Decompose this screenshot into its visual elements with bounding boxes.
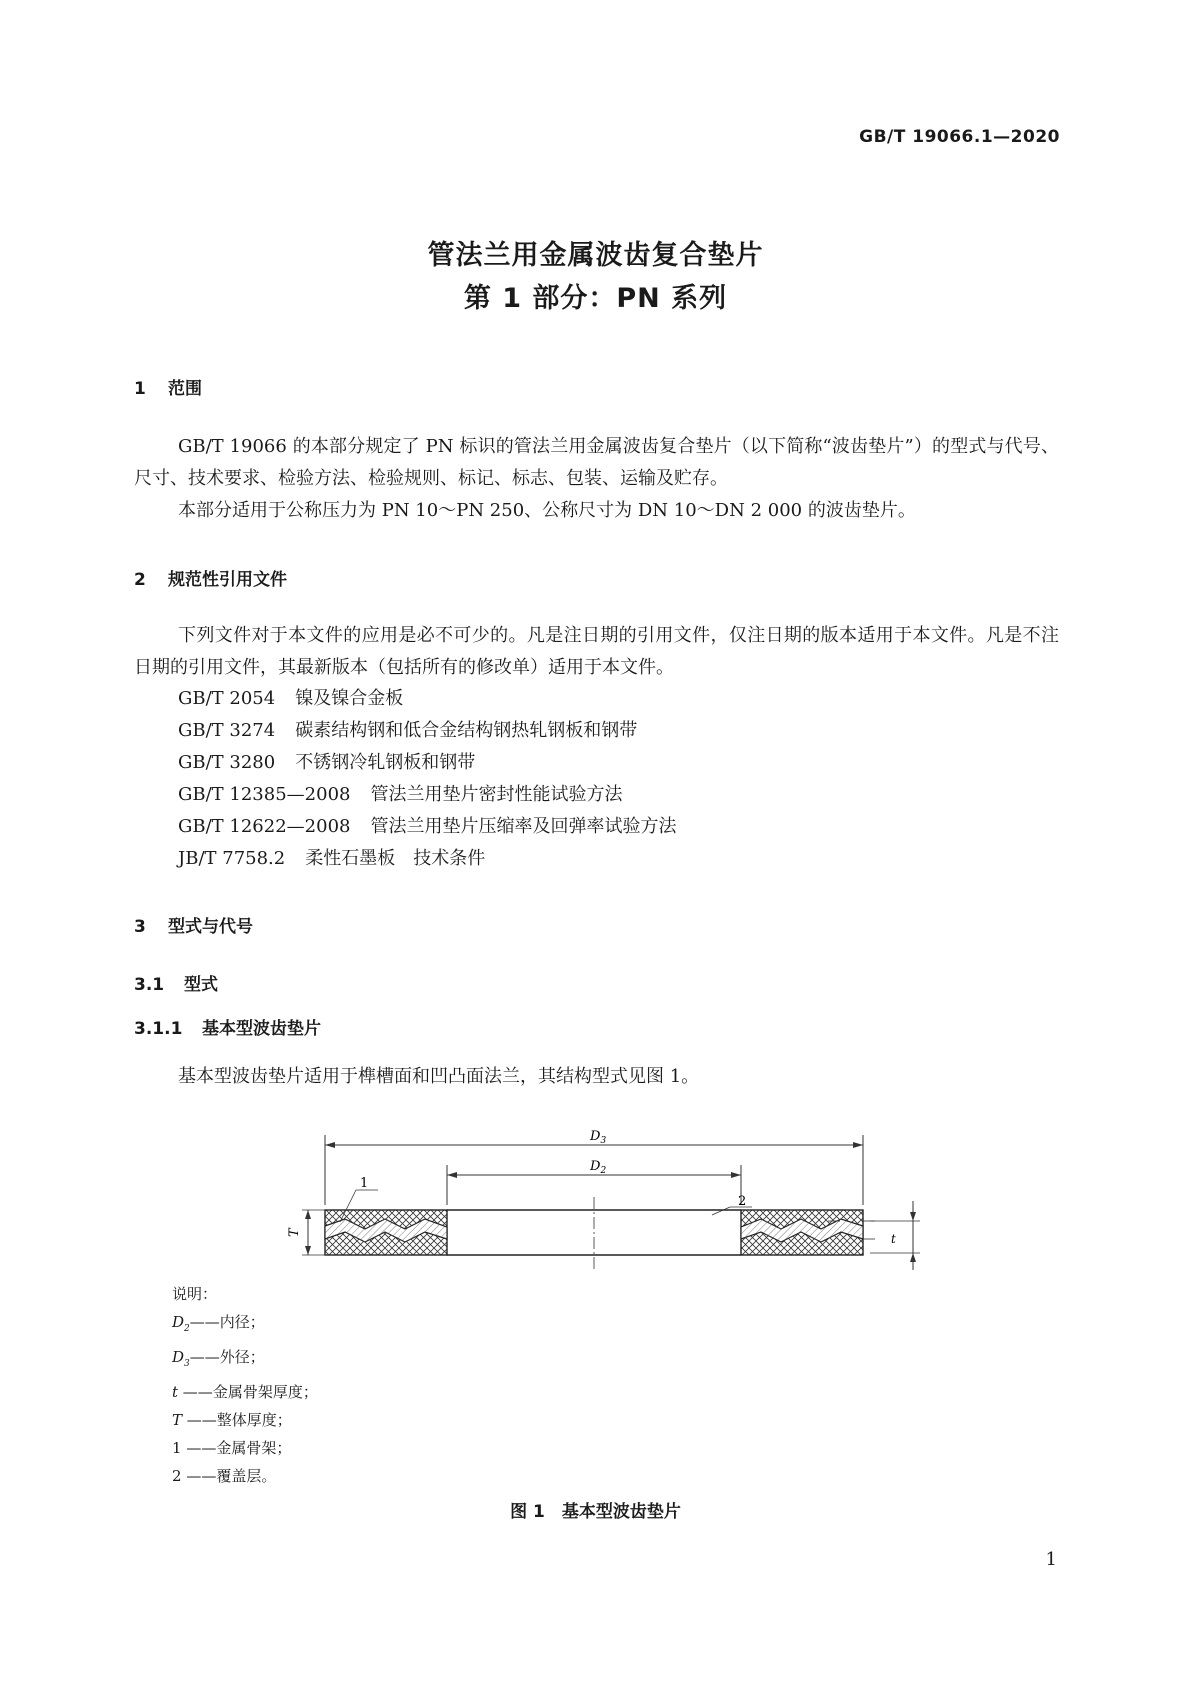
arrow-head xyxy=(325,1142,335,1148)
callout-1: 1 xyxy=(360,1176,369,1191)
section-title: 范围 xyxy=(168,379,202,399)
reference-item xyxy=(178,843,676,875)
section-number: 3.1 xyxy=(134,975,165,995)
legend-desc: 覆盖层。 xyxy=(216,1467,277,1485)
section-number: 3.1.1 xyxy=(134,1019,183,1039)
d3-label: $D_3$ xyxy=(590,1129,607,1146)
legend-key: D xyxy=(172,1313,185,1331)
section-number: 2 xyxy=(134,570,146,590)
figure-caption: 图 1 基本型波齿垫片 xyxy=(510,1502,681,1522)
section-title: 基本型波齿垫片 xyxy=(202,1019,321,1039)
page-number: 1 xyxy=(1045,1549,1057,1570)
reference-title: 碳素结构钢和低合金结构钢热轧钢板和钢带 xyxy=(295,720,638,741)
legend-key-sub: 3 xyxy=(184,1359,190,1369)
reference-code: GB/T 12622—2008 xyxy=(178,816,351,837)
reference-title: 镍及镍合金板 xyxy=(295,688,404,709)
standard-code: GB/T 19066.1—2020 xyxy=(859,127,1060,147)
legend-dash: —— xyxy=(189,1313,220,1331)
t-lower-label: t xyxy=(891,1232,896,1246)
legend-key: t xyxy=(172,1383,179,1401)
reference-title: 不锈钢冷轧钢板和钢带 xyxy=(295,752,476,773)
section-number: 1 xyxy=(134,379,146,399)
legend-desc: 内径； xyxy=(219,1313,265,1331)
legend-title: 说明： xyxy=(172,1285,218,1303)
reference-title: 柔性石墨板 技术条件 xyxy=(305,848,486,869)
arrow-head xyxy=(910,1212,916,1221)
legend-row xyxy=(172,1378,318,1406)
reference-code: GB/T 2054 xyxy=(178,688,276,709)
arrow-head xyxy=(305,1246,311,1255)
legend-row xyxy=(172,1343,318,1378)
arrow-head xyxy=(305,1210,311,1219)
t-upper-label: T xyxy=(287,1228,302,1237)
legend-key: T xyxy=(172,1411,183,1429)
reference-code: GB/T 3280 xyxy=(178,752,276,773)
legend-desc: 金属骨架； xyxy=(216,1439,292,1457)
section-title: 型式与代号 xyxy=(168,917,253,937)
reference-item xyxy=(178,779,676,811)
reference-item xyxy=(178,747,676,779)
reference-item xyxy=(178,811,676,843)
reference-code: JB/T 7758.2 xyxy=(178,848,286,869)
reference-code: GB/T 12385—2008 xyxy=(178,784,351,805)
legend-dash: —— xyxy=(181,1467,217,1485)
reference-list xyxy=(178,683,676,875)
legend-desc: 外径； xyxy=(219,1348,265,1366)
references-intro: 下列文件对于本文件的应用是必不可少的。凡是注日期的引用文件，仅注日期的版本适用于本文件。凡是不注日期的引用文件，其最新版本（包括所有的修改单）适用于本文件。 xyxy=(134,625,1059,678)
section-number: 3 xyxy=(134,917,146,937)
legend-key: 1 xyxy=(172,1439,182,1457)
legend-row xyxy=(172,1462,318,1490)
legend-dash: —— xyxy=(178,1383,213,1401)
legend-row xyxy=(172,1406,318,1434)
section-2-heading xyxy=(134,565,287,590)
document-title: 管法兰用金属波齿复合垫片 xyxy=(427,240,764,271)
reference-item xyxy=(178,715,676,747)
scope-paragraph-2: 本部分适用于公称压力为 PN 10～PN 250、公称尺寸为 DN 10～DN 2 000 的波齿垫片。 xyxy=(178,500,916,521)
section-1-heading xyxy=(134,374,202,399)
reference-item xyxy=(178,683,676,715)
legend-desc: 金属骨架厚度； xyxy=(212,1383,318,1401)
legend-dash: —— xyxy=(181,1439,217,1457)
section-3-heading xyxy=(134,912,253,937)
legend-desc: 整体厚度； xyxy=(216,1411,292,1429)
section-3-1-heading xyxy=(134,970,218,995)
d2-label: $D_2$ xyxy=(590,1159,607,1176)
legend-dash: —— xyxy=(189,1348,220,1366)
reference-title: 管法兰用垫片密封性能试验方法 xyxy=(370,784,623,805)
callout-2: 2 xyxy=(738,1194,747,1209)
scope-paragraph-1: GB/T 19066 的本部分规定了 PN 标识的管法兰用金属波齿复合垫片（以下简称“波齿垫片”）的型式与代号、尺寸、技术要求、检验方法、检验规则、标记、标志、包装、运输及贮存。 xyxy=(134,436,1059,489)
section-title: 规范性引用文件 xyxy=(168,570,287,590)
legend-dash: —— xyxy=(182,1411,217,1429)
arrow-head xyxy=(910,1253,916,1262)
document-subtitle: 第 1 部分：PN 系列 xyxy=(463,283,728,314)
reference-title: 管法兰用垫片压缩率及回弹率试验方法 xyxy=(370,816,677,837)
legend-row xyxy=(172,1308,318,1343)
basic-type-paragraph: 基本型波齿垫片适用于榫槽面和凹凸面法兰，其结构型式见图 1。 xyxy=(178,1066,700,1087)
legend-key: 2 xyxy=(172,1467,182,1485)
arrow-head xyxy=(731,1172,741,1178)
callout-leader xyxy=(712,1207,730,1215)
arrow-head xyxy=(447,1172,457,1178)
gasket-cross-section-figure xyxy=(280,1115,920,1275)
reference-code: GB/T 3274 xyxy=(178,720,276,741)
section-title: 型式 xyxy=(184,975,218,995)
figure-legend xyxy=(172,1280,318,1490)
arrow-head xyxy=(853,1142,863,1148)
legend-key-sub: 2 xyxy=(184,1324,190,1334)
section-3-1-1-heading xyxy=(134,1014,321,1039)
legend-row xyxy=(172,1434,318,1462)
legend-key: D xyxy=(172,1348,185,1366)
